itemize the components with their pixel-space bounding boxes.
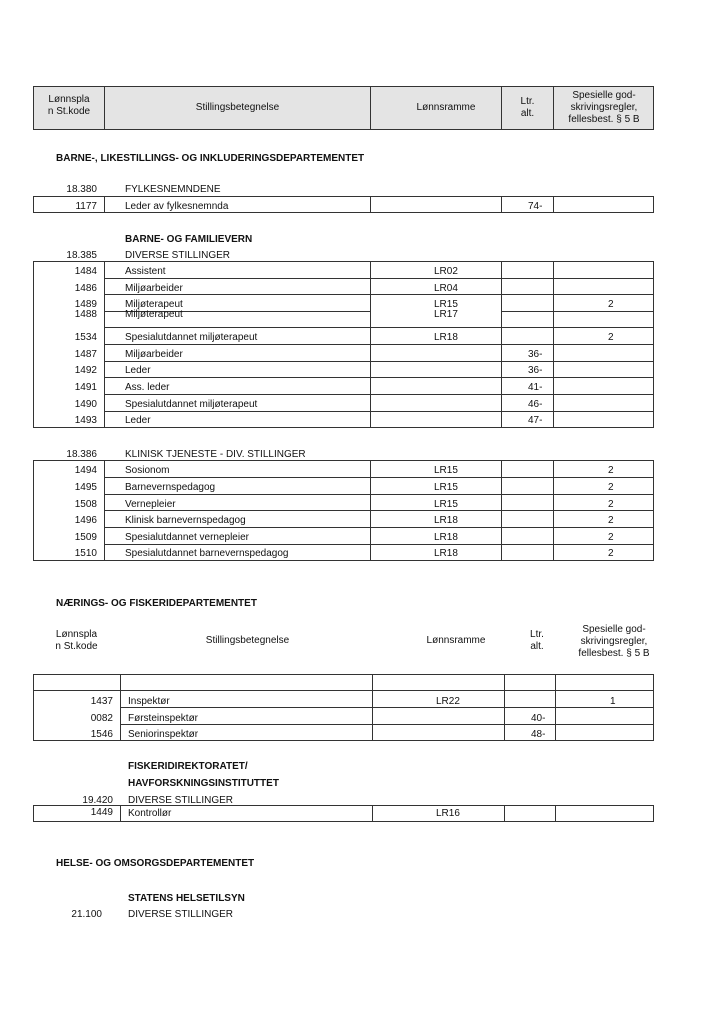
group-code: 19.420	[82, 795, 113, 806]
table-row-betegnelse: Kontrollør	[128, 808, 172, 819]
table-row-ramme: LR04	[434, 283, 458, 294]
table-row-betegnelse: Seniorinspektør	[128, 729, 199, 740]
table-row-kode: 1492	[74, 365, 97, 376]
table-row-kode: 0082	[90, 713, 113, 724]
table-row-ramme: LR17	[434, 309, 458, 320]
table-row-kode: 1494	[74, 465, 97, 476]
table-row-ramme: LR15	[434, 465, 458, 476]
table-row-kode: 1496	[74, 515, 97, 526]
group-name: DIVERSE STILLINGER	[125, 250, 231, 261]
table-row-ltr: 36-	[528, 349, 543, 360]
header-betegnelse: Stillingsbetegnelse	[205, 635, 290, 646]
table-row-kode: 1177	[75, 201, 97, 212]
group-code: 18.386	[66, 449, 97, 460]
table-row-betegnelse: Assistent	[125, 266, 166, 277]
table-row-ramme: LR15	[434, 482, 458, 493]
table-row-kode: 1508	[74, 499, 97, 510]
table-row-betegnelse: Spesialutdannet barnevernspedagog	[125, 548, 289, 559]
table-row-betegnelse: Spesialutdannet miljøterapeut	[125, 332, 258, 343]
header-spesielle: Spesielle god- skrivingsregler, fellesbest. § 5 B	[578, 624, 650, 659]
group-code: 18.385	[66, 250, 97, 261]
group-code: 21.100	[71, 909, 102, 920]
header-ltr: Ltr. alt.	[520, 96, 535, 119]
table-row-ramme: LR18	[434, 548, 458, 559]
table-fiskeri	[33, 805, 654, 822]
table-row-spes: 2	[608, 515, 614, 526]
table-row-kode: 1437	[90, 696, 113, 707]
department-title: HELSE- OG OMSORGSDEPARTEMENTET	[56, 858, 255, 869]
table-row-kode: 1487	[74, 349, 97, 360]
table-row-betegnelse: Klinisk barnevernspedagog	[125, 515, 246, 526]
table-row-betegnelse: Sosionom	[125, 465, 170, 476]
table-row-spes: 2	[608, 332, 614, 343]
table-row-ltr: 48-	[531, 729, 546, 740]
table-row-spes: 2	[608, 482, 614, 493]
table-row-kode: 1486	[74, 283, 97, 294]
table-row-ltr: 46-	[528, 399, 543, 410]
table-row-kode: 1484	[74, 266, 97, 277]
header-betegnelse: Stillingsbetegnelse	[195, 102, 280, 113]
table-row-ramme: LR16	[436, 808, 460, 819]
group-name: FYLKESNEMNDENE	[125, 184, 221, 195]
table-row-spes: 2	[608, 499, 614, 510]
table-row-betegnelse: Leder av fylkesnemnda	[125, 201, 229, 212]
table-row-ltr: 74-	[528, 201, 543, 212]
table-row-betegnelse: Spesialutdannet miljøterapeut	[125, 399, 258, 410]
section-subtitle: HAVFORSKNINGSINSTITUTTET	[128, 778, 279, 789]
table-row-kode: 1490	[74, 399, 97, 410]
table-row-betegnelse: Miljøterapeut	[125, 309, 183, 320]
table-row-ltr: 40-	[531, 713, 546, 724]
group-code: 18.380	[66, 184, 97, 195]
table-row-betegnelse: Spesialutdannet vernepleier	[125, 532, 249, 543]
header-ramme: Lønnsramme	[416, 102, 476, 113]
table-row-kode: 1491	[74, 382, 97, 393]
table-row-betegnelse: Barnevernspedagog	[125, 482, 216, 493]
header-spesielle: Spesielle god- skrivingsregler, fellesbest. § 5 B	[568, 90, 640, 125]
table-row-ramme: LR18	[434, 532, 458, 543]
table-row-betegnelse: Førsteinspektør	[128, 713, 199, 724]
table-row-spes: 1	[610, 696, 616, 707]
table-row-ramme: LR15	[434, 299, 458, 310]
table-row-spes: 2	[608, 299, 614, 310]
table-row-betegnelse: Miljøterapeut	[125, 299, 183, 310]
table-row-kode: 1489	[74, 299, 97, 310]
table-row-betegnelse: Vernepleier	[125, 499, 176, 510]
table-row-betegnelse: Miljøarbeider	[125, 349, 183, 360]
table-row-ltr: 47-	[528, 415, 543, 426]
department-title: NÆRINGS- OG FISKERIDEPARTEMENTET	[56, 598, 257, 609]
table-row-spes: 2	[608, 532, 614, 543]
table-row-kode: 1488	[74, 309, 97, 320]
table-row-betegnelse: Inspektør	[128, 696, 170, 707]
group-name: DIVERSE STILLINGER	[128, 909, 234, 920]
table-row-betegnelse: Leder	[125, 415, 151, 426]
header-ltr: Ltr. alt.	[530, 629, 544, 652]
section-subtitle: FISKERIDIREKTORATET/	[128, 761, 248, 772]
table-row-ramme: LR22	[436, 696, 460, 707]
table-row-kode: 1495	[74, 482, 97, 493]
table-row-kode: 1509	[74, 532, 97, 543]
table-row-ltr: 41-	[528, 382, 543, 393]
department-title: BARNE-, LIKESTILLINGS- OG INKLUDERINGSDEPARTEMENTET	[56, 153, 365, 164]
table-row-kode: 1534	[74, 332, 97, 343]
table-row-ramme: LR18	[434, 515, 458, 526]
table-row-betegnelse: Ass. leder	[125, 382, 170, 393]
section-subtitle: STATENS HELSETILSYN	[128, 893, 245, 904]
table-row-spes: 2	[608, 465, 614, 476]
group-name: KLINISK TJENESTE - DIV. STILLINGER	[125, 449, 306, 460]
header-kode: Lønnspla n St.kode	[55, 629, 98, 652]
table-row-kode: 1449	[90, 807, 113, 818]
table-row-ramme: LR18	[434, 332, 458, 343]
table-row-ramme: LR15	[434, 499, 458, 510]
header-ramme: Lønnsramme	[426, 635, 486, 646]
table-row-ltr: 36-	[528, 365, 543, 376]
group-name: DIVERSE STILLINGER	[128, 795, 234, 806]
table-row-betegnelse: Leder	[125, 365, 151, 376]
table-row-betegnelse: Miljøarbeider	[125, 283, 183, 294]
header-kode: Lønnspla n St.kode	[47, 94, 91, 117]
table-row-kode: 1493	[74, 415, 97, 426]
section-subtitle: BARNE- OG FAMILIEVERN	[125, 234, 253, 245]
table-row-spes: 2	[608, 548, 614, 559]
table-row-ramme: LR02	[434, 266, 458, 277]
table-row-kode: 1510	[74, 548, 97, 559]
table-row-kode: 1546	[90, 729, 113, 740]
